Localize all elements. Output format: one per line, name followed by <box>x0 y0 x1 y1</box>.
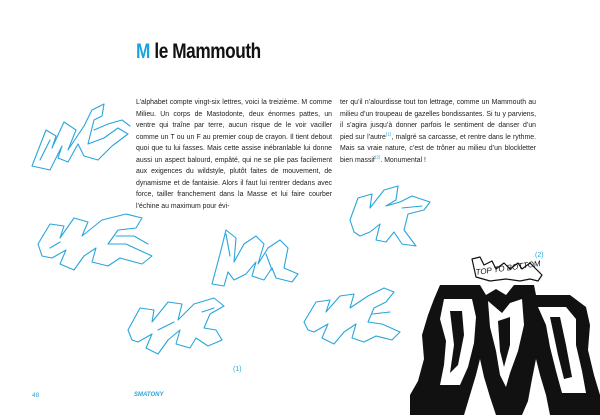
text-column-right <box>340 97 536 166</box>
footnote-ref-1: (1) <box>385 131 392 137</box>
body-paragraph-left: L’alphabet compte vingt-six lettres, voici la treizième. M comme Milieu. Un corps de Mastodonte, deux énormes pattes, un ventre qui traîne par terre, aucun risque de le voir vaciller comme un T ou un F au premier coup de crayon. Il tient debout quoi que tu lui fasses. Mais cette assise inébranlable lui donne aussi un aspect balourd, empâté, qui ne se plie pas facilement aux exigences du wildstyle, plutôt faites de mouvement, de dynamisme et de fantaisie. Alors il faut lui rentrer dedans avec force, tailler franchement dans la Masse et lui faire courber l’échine au maximum pour évi- <box>136 99 332 210</box>
graffiti-m-sketch-2 <box>30 200 160 280</box>
running-title: SMATONY <box>134 392 164 398</box>
body-text-part-3: . Monumental ! <box>380 156 426 164</box>
graffiti-m-sketch-5 <box>118 282 238 362</box>
caption-2: (2) <box>535 252 544 259</box>
text-column-left <box>136 97 332 212</box>
graffiti-m-sketch-4 <box>342 180 437 252</box>
graffiti-m-sketch-1 <box>28 100 133 175</box>
footnote-ref-2: (2) <box>374 154 381 160</box>
title-text: le Mammouth <box>149 40 261 63</box>
body-paragraph-right <box>340 97 536 166</box>
page-title <box>136 40 261 64</box>
page-number: 48 <box>32 392 40 399</box>
graffiti-m-sketch-6 <box>298 278 408 353</box>
title-letter: M <box>136 40 150 63</box>
body-text-part-2: , malgré sa carcasse, et rentre dans le rythme. Mais sa vraie nature, c’est de trôner au milieu d’un blockletter bien massif <box>340 133 536 164</box>
artwork-lettering: TOP TO BOTTOM <box>475 258 542 277</box>
body-text-part-1: ter qu’il n’alourdisse tout ton lettrage, comme un Mammouth au milieu d’un troupeau de gazelles bondissantes. Si tu y parviens, il s’agira jusqu’à donner parfois le sentiment de danser d’un pied sur l’autre <box>340 99 536 141</box>
blockletter-m-artwork <box>410 255 600 415</box>
caption-1: (1) <box>233 366 242 373</box>
